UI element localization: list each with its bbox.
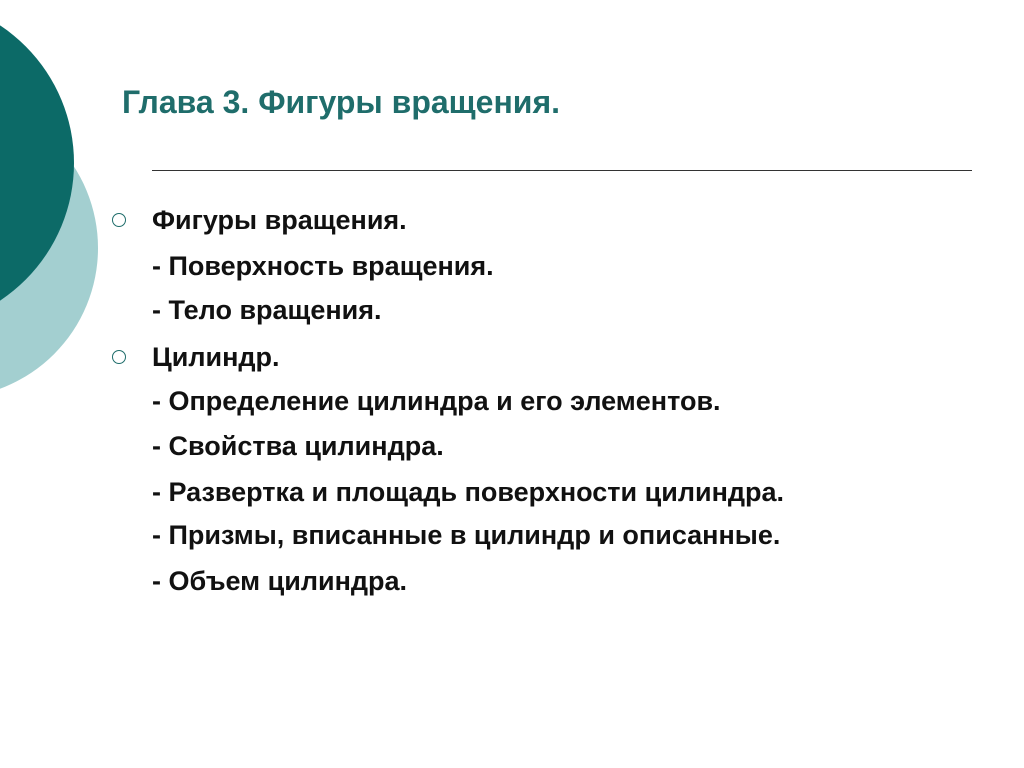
hollow-circle-bullet-icon (112, 213, 126, 227)
section-heading: Цилиндр. (152, 342, 280, 372)
list-item: - Тело вращения. (152, 295, 382, 325)
list-item: - Развертка и площадь поверхности цилиндра. (152, 477, 785, 507)
hollow-circle-bullet-icon (112, 350, 126, 364)
list-item: - Свойства цилиндра. (152, 431, 444, 461)
list-item: - Поверхность вращения. (152, 251, 494, 281)
section-heading: Фигуры вращения. (152, 205, 407, 235)
list-item: - Объем цилиндра. (152, 566, 408, 596)
list-item: - Определение цилиндра и его элементов. (152, 386, 721, 416)
slide-title: Глава 3. Фигуры вращения. (122, 84, 561, 120)
list-item: - Призмы, вписанные в цилиндр и описанные. (152, 520, 781, 550)
